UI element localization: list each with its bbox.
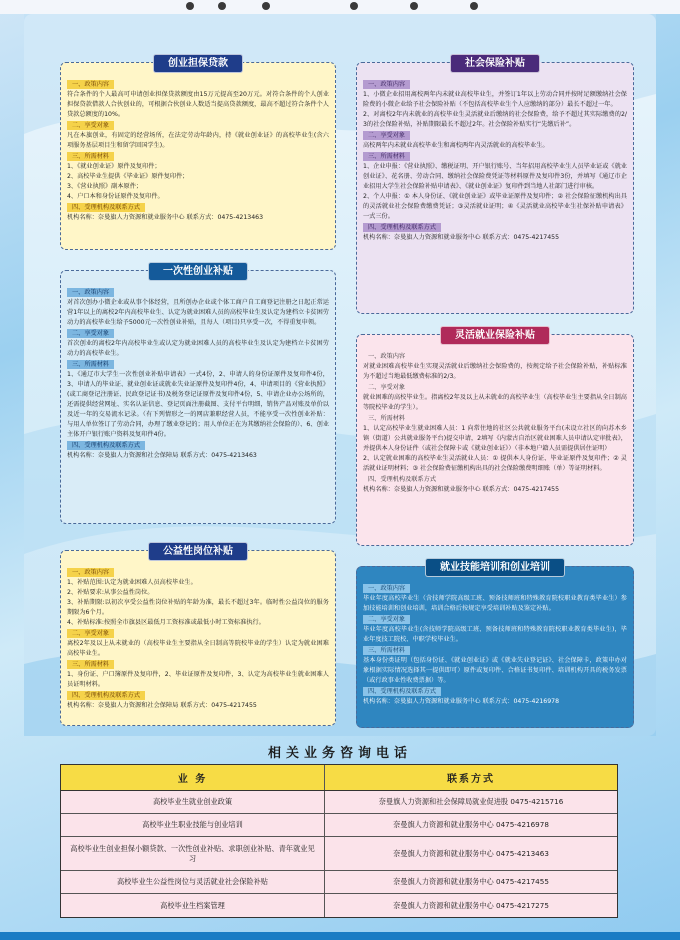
policy-text: 2、对离校2年内未就业的高校毕业生灵活就业后缴纳的社会保险费，给予不超过其实际缴费的2/3的社会保险补贴，补贴期限最长不超过2年。社会保险补贴实行“先缴后补”。 xyxy=(363,111,627,128)
table-row xyxy=(61,814,617,837)
card-title: 创业担保贷款 xyxy=(153,54,243,73)
material-item: 4、户口本和身份证原件及复印件。 xyxy=(67,193,164,200)
section-label: 二、享受对象 xyxy=(368,384,406,391)
section-label: 一、政策内容 xyxy=(67,80,114,89)
material-item: 2、高校毕业生提供《毕业证》原件复印件； xyxy=(67,173,189,180)
section-label: 二、享受对象 xyxy=(363,615,410,624)
card-guarantee-loan xyxy=(60,58,336,250)
section-label: 一、政策内容 xyxy=(67,288,114,297)
contact-text: 机构名称：奈曼旗人力资源和就业服务中心 联系方式：0475-4217455 xyxy=(363,234,560,241)
decor-dot xyxy=(410,2,418,10)
decor-dot xyxy=(186,2,194,10)
policy-text: 符合条件的个人最高可申请创业担保贷款额度由15万元提高至20万元。对符合条件的个人创业担保贷款借款人合伙创业的，可根据合伙创业人数适当提高贷款额度，最高不超过符合条件个人贷款总额度的10%。 xyxy=(67,91,329,118)
target-text: 高校两年内未就业高校毕业生和离校两年内灵活就业的高校毕业生。 xyxy=(363,142,549,149)
card-skills-training xyxy=(356,562,634,728)
section-label: 四、受理机构及联系方式 xyxy=(67,441,145,450)
card-flexible-insurance xyxy=(356,330,634,546)
contact-cell: 奈曼旗人力资源和就业服务中心 0475-4213463 xyxy=(393,848,549,858)
business-cell: 高校毕业生公益性岗位与灵活就业社会保险补贴 xyxy=(61,871,325,893)
policy-text: 对首次创办小微企业或从事个体经营，且所创办企业或个体工商户自工商登记注册之日起正常运营1年以上的离校2年内高校毕业生、认定为就业困难人员的高校毕业生及认定为建档立卡贫困劳动力的高校毕业生给予5000元一次性创业补贴，且每人（项目)只享受一次，不得重复申领。 xyxy=(67,299,329,326)
contact-text: 机构名称：奈曼旗人力资源和社会保障局 联系方式：0475-4217455 xyxy=(67,702,257,709)
section-label: 四、受理机构及联系方式 xyxy=(67,691,145,700)
material-text: 2、认定就业困难的高校毕业生灵活就业人员：① 提供本人身份证、毕业证原件及复印件；② 灵活就业证明材料；③ 社会保险费征缴机构出具的社会保险缴费明细账（单）等证明材料。 xyxy=(363,455,627,472)
table-row xyxy=(61,894,617,917)
target-text: 毕业年度高校毕业生(含技师学院高级工班、预备技师班和特殊教育院校职业教育类毕业生)，毕业年度技工院校、中职学校毕业生。 xyxy=(363,626,627,643)
section-label: 一、政策内容 xyxy=(363,584,410,593)
business-cell: 高校毕业生职业技能与创业培训 xyxy=(61,814,325,836)
top-strip xyxy=(0,0,680,14)
contact-text: 机构名称：奈曼旗人力资源和社会保障局 联系方式：0475-4213463 xyxy=(67,452,257,459)
card-title: 公益性岗位补贴 xyxy=(148,542,248,561)
contact-cell: 奈曼旗人力资源和就业服务中心 0475-4217455 xyxy=(393,877,549,886)
target-text: 就业困难的高校毕业生。指离校2年及以上从未就业的高校毕业生（高校毕业生主要指从全日制高等院校毕业的学生）。 xyxy=(363,394,627,411)
section-label: 四、受理机构及联系方式 xyxy=(363,687,441,696)
contact-cell: 奈曼旗人力资源和就业服务中心 0475-4217275 xyxy=(393,900,549,910)
contact-text: 机构名称：奈曼旗人力资源和就业服务中心 联系方式：0475-4216978 xyxy=(363,698,560,705)
material-text: 1、《通辽市大学生一次性创业补贴申请表》一式4份，2、申请人的身份证原件及复印件4份，3、申请人的毕业证、就业创业证或就业失业证原件及复印件4份，4、申请项目的《营业执照》(或工商登记注册证、民政登记证书)及税务登记证原件及复印件4份，5、申请企业办公场所的，还需提供经营网址、实名认证信息、登记页面注册截图、支付平台明细，销售产品对账及单价以及近一年的交易流水记录。（有下列情形之一的网店兼职经营人员，不能享受一次性创业补贴：与用人单位签订了劳动合同，办理了缴业登记的；用人单位正在为其缴纳社会保险的）、6、创业主体开户银行账户资料及复印件4份。 xyxy=(67,371,329,438)
business-cell: 高校毕业生创业担保小额贷款、一次性创业补贴、求职创业补贴、青年就业见习 xyxy=(61,837,325,870)
business-cell: 高校毕业生就业创业政策 xyxy=(61,791,325,813)
material-text: 2、个人申报：① 本人身份证、《就业创业证》或毕业证原件及复印件；② 社会保险征缴机构出具的灵活就业社会保险费缴费凭证；③灵活就业证明；④《灵活就业高校毕业生社保补贴申请表》一式三份。 xyxy=(363,193,627,220)
card-title: 社会保险补贴 xyxy=(450,54,540,73)
card-social-insurance xyxy=(356,58,634,314)
section-label: 二、享受对象 xyxy=(67,121,114,130)
card-title: 就业技能培训和创业培训 xyxy=(425,558,565,577)
section-label: 一、政策内容 xyxy=(67,568,114,577)
table-row xyxy=(61,871,617,894)
card-title: 一次性创业补贴 xyxy=(148,262,248,281)
section-label: 四、受理机构及联系方式 xyxy=(368,476,437,483)
section-label: 四、受理机构及联系方式 xyxy=(67,203,145,212)
bottom-strip xyxy=(0,932,680,940)
policy-text: 毕业年度高校毕业生（含技师学院高级工班、预备技师班和特殊教育院校职业教育类毕业生）参加技能培训和创业培训，培训合格后按规定享受培训补贴及鉴定补贴。 xyxy=(363,595,627,612)
table-header xyxy=(61,765,617,791)
material-item: 1、《就业创业证》原件及复印件； xyxy=(67,163,161,170)
section-label: 三、所需材料 xyxy=(67,660,114,669)
section-label: 三、所需材料 xyxy=(368,415,406,422)
decor-dot xyxy=(262,2,270,10)
target-text: 离校2年及以上从未就业的（高校毕业生主要指从全日制高等院校毕业的学生）认定为就业困难高校毕业生。 xyxy=(67,640,329,657)
card-public-post xyxy=(60,546,336,726)
contact-text: 机构名称：奈曼旗人力资源和就业服务中心 联系方式：0475-4217455 xyxy=(363,486,560,493)
header-contact: 联系方式 xyxy=(447,774,495,785)
table-row xyxy=(61,791,617,814)
material-text: 1、认定高校毕业生就业困难人员：1 向常住地的社区公共就业服务平台(未设立社区的向苏木乡镇（街道）公共就业服务平台)提交申请，2填写《内蒙古自治区就业困难人员申请认定审批表》，并提供本人身份证件（或社会保障卡或《就业创业证》）（非本地户籍人员需提供居住证明） xyxy=(363,425,627,452)
material-text: 1、企业申报：《营业执照》、缴税证明、开户银行账号、当年招用高校毕业生人员毕业证或《就业创业证》、花名册、劳动合同、缴纳社会保险费凭证等材料原件及复印件3份，并填写《通辽市企业招用大学生社会保险补贴申请表》、《就业创业证》复印件到当地人社部门进行审核。 xyxy=(363,163,627,190)
section-label: 三、所需材料 xyxy=(67,152,114,161)
contact-cell: 奈曼旗人力资源和社会保障局就业促进股 0475-4215716 xyxy=(378,797,564,806)
material-text: 基本身份类证明（包括身份证、《就业创业证》或《就业失业登记证》、社会保障卡，政策申办对象根据实际情况选择其一提供即可）原件或复印件、合格证书复印件、培训机构开具的税务发票（或行政事业性收费票据）等。 xyxy=(363,657,627,684)
policy-item: 3、补贴期限:以初次享受公益性岗位补贴的年龄为准，最长不超过3年。临时性公益岗位的服务期限为6个月。 xyxy=(67,599,329,616)
decor-dot xyxy=(470,2,478,10)
decor-dot xyxy=(218,2,226,10)
section-label: 四、受理机构及联系方式 xyxy=(363,223,441,232)
card-title: 灵活就业保险补贴 xyxy=(440,326,550,345)
section-label: 三、所需材料 xyxy=(363,646,410,655)
policy-item: 4、补贴标准:按照全市旗县区最低月工资标准或最低小时工资标准执行。 xyxy=(67,619,265,626)
section-label: 三、所需材料 xyxy=(67,360,114,369)
policy-item: 1、补贴范围:认定为就业困难人员高校毕业生。 xyxy=(67,579,197,586)
section-label: 一、政策内容 xyxy=(363,80,410,89)
section-label: 二、享受对象 xyxy=(363,131,410,140)
contact-text: 机构名称：奈曼旗人力资源和就业服务中心 联系方式：0475-4213463 xyxy=(67,214,264,221)
contact-table xyxy=(60,764,618,918)
section-label: 三、所需材料 xyxy=(363,152,410,161)
decor-dot xyxy=(350,2,358,10)
table-caption: 相关业务咨询电话 xyxy=(267,746,412,761)
target-text: 凡在本旗创业，有固定的经营场所，在法定劳动年龄内，持《就业创业证》的高校毕业生(含六项服务基层项目生和留学回国学生)。 xyxy=(67,132,329,149)
policy-text: 对就业困难高校毕业生实现灵活就业后缴纳社会保险费的，按规定给予社会保险补贴，补贴标准为不超过当地最低缴费标准的2/3。 xyxy=(363,363,627,380)
material-text: 1、身份证、户口簿原件及复印件，2、毕业证原件及复印件，3、认定为高校毕业生就业困难人员证明材料。 xyxy=(67,671,329,688)
material-item: 3、《营业执照》副本原件； xyxy=(67,183,143,190)
business-cell: 高校毕业生档案管理 xyxy=(61,894,325,917)
contact-cell: 奈曼旗人力资源和就业服务中心 0475-4216978 xyxy=(393,820,549,829)
section-label: 二、享受对象 xyxy=(67,629,114,638)
policy-item: 2、补贴要求:从事公益性岗位。 xyxy=(67,589,154,596)
header-business: 业 务 xyxy=(61,765,325,790)
table-row xyxy=(61,837,617,871)
section-label: 二、享受对象 xyxy=(67,329,114,338)
section-label: 一、政策内容 xyxy=(368,353,406,360)
card-onetime-subsidy xyxy=(60,266,336,524)
target-text: 首次创业的离校2年内高校毕业生或认定为就业困难人员的高校毕业生及认定为建档立卡贫困劳动力的高校毕业生。 xyxy=(67,340,329,357)
policy-text: 1、小微企业招用离校两年内未就业高校毕业生，并签订1年以上劳动合同并按时足额缴纳社会保险费的小微企业给予社会保险补贴（不包括高校毕业生个人应缴纳的部分）最长不超过一年。 xyxy=(363,91,627,108)
